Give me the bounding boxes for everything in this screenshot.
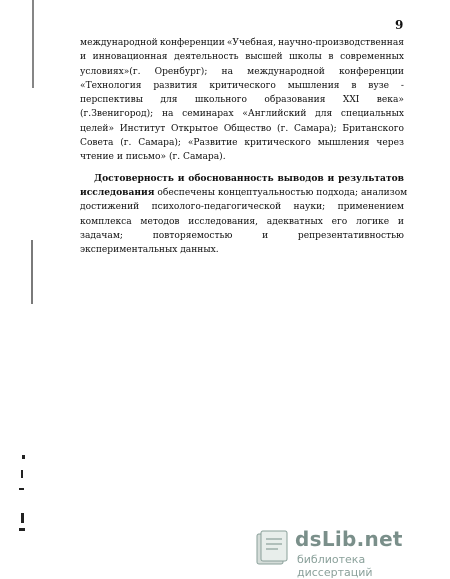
word: чтение и письмо» (г. Самара).: [80, 152, 226, 163]
word: школьного: [194, 95, 247, 106]
word: и: [327, 172, 335, 184]
word: задачам;: [80, 230, 123, 241]
text-line: [80, 122, 404, 136]
word: выводов: [277, 172, 324, 184]
word: науки;: [293, 202, 326, 213]
word: комплекса: [80, 216, 132, 227]
scan-artifact: [32, 0, 34, 88]
word: для: [160, 95, 178, 106]
word: -: [400, 80, 404, 91]
word: через: [376, 138, 404, 149]
word: и: [262, 230, 269, 241]
text-line: [80, 93, 404, 107]
word: исследования: [80, 186, 155, 198]
word: репрезентативностью: [297, 230, 404, 241]
word: Открытое: [171, 123, 219, 134]
word: высшей: [245, 52, 283, 63]
paragraph-1: [80, 36, 404, 165]
word: исследования,: [188, 216, 259, 227]
word: конференции: [159, 38, 225, 48]
word: применением: [337, 202, 404, 213]
word: «Английский: [242, 109, 307, 120]
word: (г.: [277, 123, 289, 134]
word: семинарах: [182, 109, 234, 120]
word: образования: [264, 95, 326, 106]
word: критического: [244, 138, 311, 149]
word: (г.: [120, 138, 132, 149]
text-line: [80, 79, 404, 93]
word: на: [221, 66, 233, 77]
word: логике: [355, 216, 390, 227]
paragraph-2-line: [80, 172, 404, 186]
word: «Учебная,: [226, 38, 276, 48]
word: (г.Звенигород);: [80, 109, 154, 120]
word: Достоверность: [94, 172, 174, 184]
watermark: [251, 527, 436, 579]
paragraph-2: [80, 172, 408, 258]
text-line: [80, 36, 404, 50]
word: психолого-педагогической: [151, 202, 282, 213]
word: развития: [153, 80, 198, 91]
text-line: [80, 215, 404, 229]
word: Общество: [223, 123, 272, 134]
book-stack-icon: [251, 528, 291, 568]
word: критического: [209, 80, 276, 91]
word: условиях»(г.: [80, 66, 141, 77]
word: школы: [289, 52, 322, 63]
word: в: [328, 52, 334, 63]
word: научно-производственная: [278, 38, 404, 48]
word: века»: [376, 95, 404, 106]
word: Британского: [342, 123, 404, 134]
text-line: [80, 107, 404, 121]
word: перспективы: [80, 95, 143, 106]
word: и: [177, 172, 185, 184]
word: «Развитие: [187, 138, 238, 149]
word: специальных: [340, 109, 404, 120]
line-text: обеспечены концептуальностью подхода; анализом: [154, 187, 408, 198]
word: адекватных: [266, 216, 323, 227]
word: международной: [80, 38, 158, 48]
word: международной: [247, 66, 325, 77]
word: инновационная: [92, 52, 168, 63]
body-text: [80, 36, 408, 257]
text-line: [80, 50, 404, 64]
word: повторяемостью: [152, 230, 233, 241]
word: и: [80, 52, 87, 63]
word: вузе: [368, 80, 390, 91]
word: Оренбург);: [154, 66, 208, 77]
text-line: [80, 136, 404, 150]
word: XXI: [342, 95, 360, 106]
text-line: [80, 229, 404, 243]
word: в: [351, 80, 357, 91]
text-line: [80, 200, 404, 214]
word: достижений: [80, 202, 140, 213]
word: Институт: [119, 123, 166, 134]
scan-artifact: [19, 488, 24, 490]
watermark-title: dsLib.net: [295, 527, 403, 551]
word: мышления: [287, 80, 340, 91]
text-line: [80, 150, 404, 164]
text-line: [80, 243, 404, 257]
word: мышления: [317, 138, 370, 149]
word: и: [397, 216, 404, 227]
scan-artifact: [21, 513, 24, 523]
scan-artifact: [22, 455, 25, 459]
word: методов: [140, 216, 180, 227]
page-number: 9: [395, 18, 404, 32]
text-line: [80, 65, 404, 79]
word: обоснованность: [188, 172, 274, 184]
word: результатов: [338, 172, 404, 184]
scan-artifact: [31, 240, 33, 304]
word: целей»: [80, 123, 115, 134]
scan-artifact: [21, 470, 23, 478]
word: современных: [340, 52, 404, 63]
word: Самара);: [293, 123, 337, 134]
word: для: [315, 109, 333, 120]
paragraph-2-line: [80, 186, 408, 200]
word: «Технология: [80, 80, 142, 91]
word: Совета: [80, 138, 114, 149]
word: Самара);: [138, 138, 181, 149]
watermark-subtitle: библиотека диссертаций: [297, 553, 373, 579]
word: экспериментальных данных.: [80, 245, 219, 256]
word: на: [161, 109, 174, 120]
scan-artifact: [19, 528, 25, 531]
word: конференции: [339, 66, 404, 77]
word: его: [331, 216, 348, 227]
word: деятельность: [174, 52, 239, 63]
